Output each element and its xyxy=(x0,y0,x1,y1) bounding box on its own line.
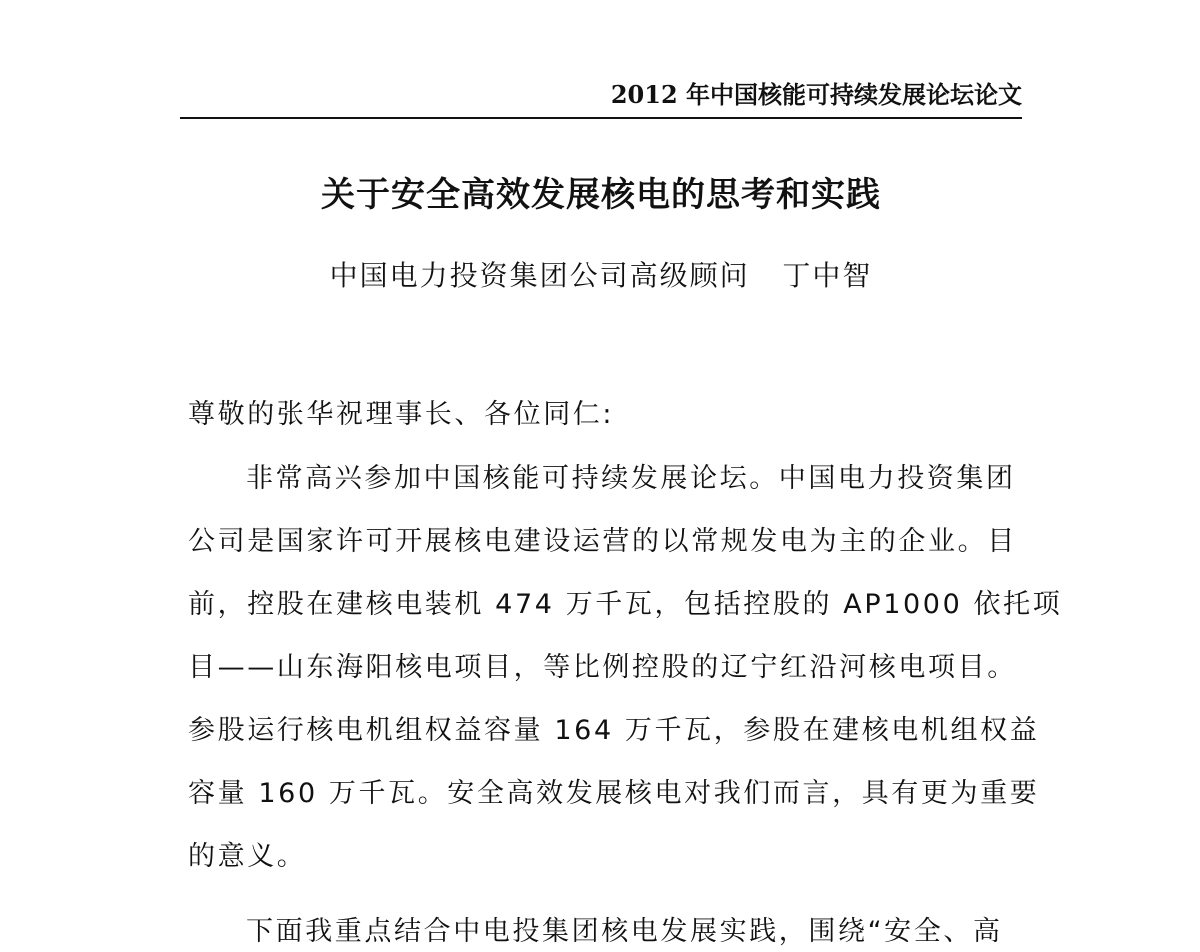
paragraph-line: 公司是国家许可开展核电建设运营的以常规发电为主的企业。目 xyxy=(188,526,1017,557)
article-title: 关于安全高效发展核电的思考和实践 xyxy=(321,175,881,215)
paragraph-line: 非常高兴参加中国核能可持续发展论坛。中国电力投资集团 xyxy=(246,463,1016,494)
paragraph-line: 目——山东海阳核电项目，等比例控股的辽宁红沿河核电项目。 xyxy=(188,652,1017,683)
partial-next-line xyxy=(188,908,1022,947)
author-byline: 中国电力投资集团公司高级顾问 丁中智 xyxy=(329,259,873,292)
salutation: 尊敬的张华祝理事长、各位同仁: xyxy=(188,399,615,430)
paragraph-line: 容量 160 万千瓦。安全高效发展核电对我们而言，具有更为重要 xyxy=(188,778,1040,809)
paragraph-line-partial: 下面我重点结合中电投集团核电发展实践，围绕“安全、高 xyxy=(246,916,1003,947)
paragraph-line: 前，控股在建核电装机 474 万千瓦，包括控股的 AP1000 依托项 xyxy=(188,589,1063,620)
header-rule xyxy=(180,117,1022,119)
article-body xyxy=(188,395,1063,900)
running-header: 2012 年中国核能可持续发展论坛论文 xyxy=(610,80,1022,109)
paragraph-line: 的意义。 xyxy=(188,841,307,872)
paragraph-line: 参股运行核电机组权益容量 164 万千瓦，参股在建核电机组权益 xyxy=(188,715,1040,746)
